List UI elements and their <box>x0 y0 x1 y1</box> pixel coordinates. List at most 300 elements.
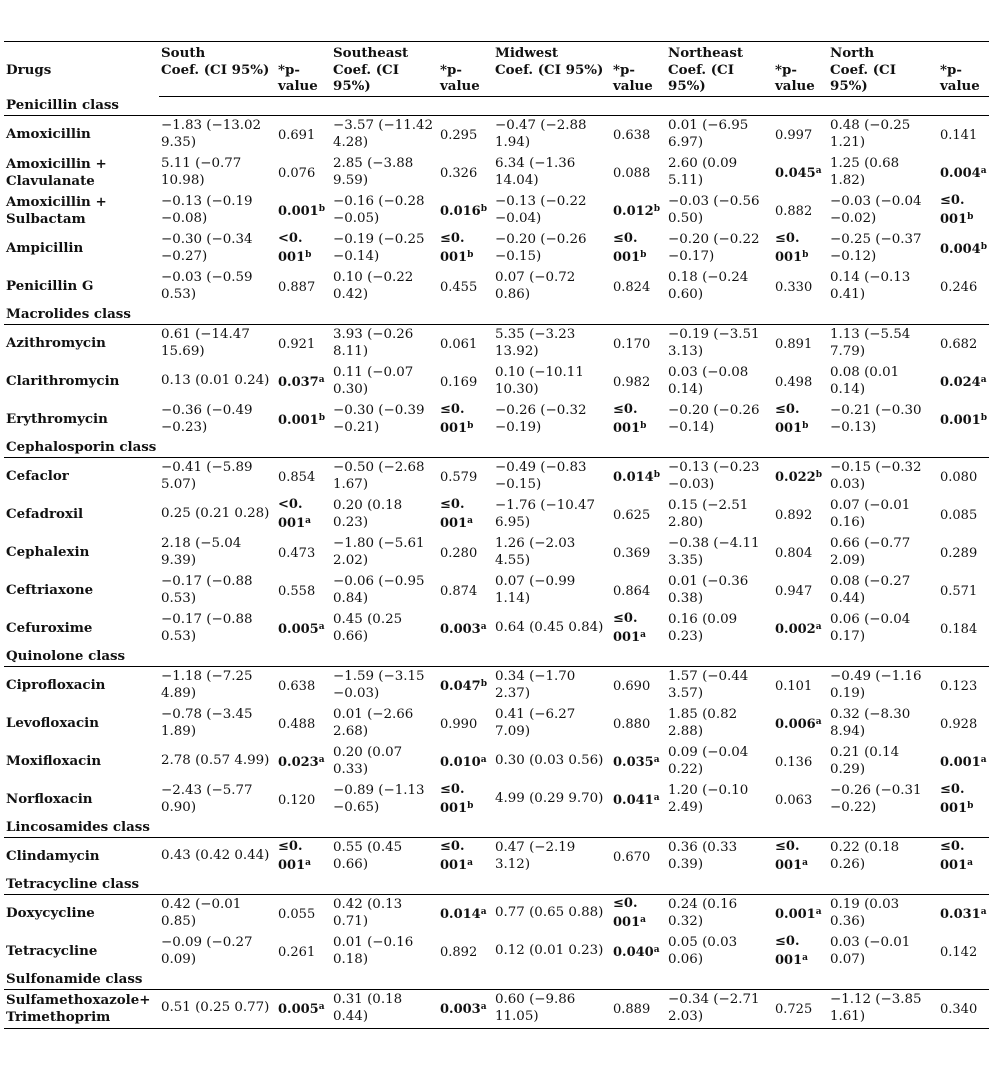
pvalue-cell <box>773 837 828 876</box>
table-header <box>4 42 989 97</box>
significance-marker: a <box>480 1001 487 1012</box>
pvalue-text: 0.031 <box>940 906 981 922</box>
pvalue-cell <box>773 781 828 819</box>
coef-cell: −0.19 (−0.25 −0.14) <box>333 232 425 264</box>
pvalue-cell <box>773 572 828 610</box>
coef-header: Coef. (CI 95%) <box>159 62 276 97</box>
coef-cell: 0.51 (0.25 0.77) <box>159 989 276 1028</box>
pvalue-text: ≤0. 001 <box>440 401 468 436</box>
pvalue-header: *p-value <box>438 62 493 97</box>
pvalue-text: 0.003 <box>440 1001 481 1017</box>
pvalue-text: 0.947 <box>775 583 813 599</box>
drugs-header: Drugs <box>6 62 52 79</box>
pvalue-cell <box>276 457 331 496</box>
coef-cell: −0.47 (−2.88 1.94) <box>495 118 587 150</box>
table-row <box>4 933 989 971</box>
pvalue-text: ≤0. 001 <box>613 401 641 436</box>
pvalue-text: 0.498 <box>775 374 813 390</box>
pvalue-cell <box>611 705 666 743</box>
table-row <box>4 324 989 363</box>
pvalue-text: ≤0. 001 <box>440 230 468 265</box>
table-row <box>4 743 989 781</box>
coef-cell: −1.12 (−3.85 1.61) <box>828 989 938 1028</box>
coef-cell: 5.35 (−3.23 13.92) <box>495 327 576 359</box>
coef-cell: −0.17 (−0.88 0.53) <box>161 574 253 606</box>
drug-name: Tetracycline <box>6 943 98 960</box>
coef-cell: 0.48 (−0.25 1.21) <box>830 118 911 150</box>
pvalue-cell <box>773 363 828 401</box>
drug-name: Ceftriaxone <box>6 582 94 599</box>
pvalue-text: 0.123 <box>940 678 978 694</box>
pvalue-cell <box>938 230 989 268</box>
class-row <box>4 439 989 458</box>
pvalue-text: 0.891 <box>775 336 813 352</box>
coef-cell: −1.76 (−10.47 6.95) <box>495 498 596 530</box>
coef-cell: 1.20 (−0.10 2.49) <box>668 783 749 815</box>
coef-cell: 0.22 (0.18 0.26) <box>830 840 900 872</box>
pvalue-cell <box>438 743 493 781</box>
drug-name: Moxifloxacin <box>6 753 102 770</box>
pvalue-cell <box>611 192 666 230</box>
pvalue-text: 0.047 <box>440 678 481 694</box>
coef-cell: 0.43 (0.42 0.44) <box>161 848 270 864</box>
pvalue-text: ≤0. 001 <box>440 781 468 816</box>
coef-cell: 0.03 (−0.01 0.07) <box>830 935 911 967</box>
coef-cell: −1.80 (−5.61 2.02) <box>333 536 425 568</box>
pvalue-cell <box>938 115 989 154</box>
class-heading: Lincosamides class <box>4 819 989 838</box>
drug-name: Levofloxacin <box>6 715 99 732</box>
significance-marker: b <box>305 250 312 260</box>
coef-cell: 0.01 (−0.16 0.18) <box>333 935 414 967</box>
table-row <box>4 534 989 572</box>
pvalue-text: 0.045 <box>775 165 816 181</box>
class-row <box>4 876 989 895</box>
significance-marker: a <box>980 374 987 385</box>
significance-marker: a <box>480 754 487 765</box>
pvalue-cell <box>438 989 493 1028</box>
pvalue-cell <box>438 534 493 572</box>
pvalue-text: ≤0. 001 <box>940 192 968 227</box>
pvalue-text: ≤0. 001 <box>613 230 641 265</box>
significance-marker: b <box>980 412 988 423</box>
coef-cell: 0.45 (0.25 0.66) <box>333 612 403 644</box>
pvalue-text: 0.473 <box>278 545 316 561</box>
coef-cell: 1.57 (−0.44 3.57) <box>668 669 749 701</box>
pvalue-cell <box>276 154 331 192</box>
coef-cell: −0.38 (−4.11 3.35) <box>668 536 760 568</box>
pvalue-text: 0.804 <box>775 545 813 561</box>
coef-cell: −0.09 (−0.27 0.09) <box>161 935 253 967</box>
table-row <box>4 401 989 439</box>
table-row <box>4 989 989 1028</box>
coef-cell: 4.99 (0.29 9.70) <box>495 791 604 807</box>
coef-cell: 2.60 (0.09 5.11) <box>668 156 738 188</box>
coef-cell: 0.66 (−0.77 2.09) <box>830 536 911 568</box>
pvalue-text: 0.055 <box>278 906 316 922</box>
drug-name: Norfloxacin <box>6 791 93 808</box>
pvalue-text: 0.892 <box>440 944 478 960</box>
coef-cell: 0.61 (−14.47 15.69) <box>161 327 250 359</box>
coef-cell: 5.11 (−0.77 10.98) <box>161 156 242 188</box>
coef-cell: 0.31 (0.18 0.44) <box>331 989 438 1028</box>
coef-cell: 0.07 (−0.01 0.16) <box>830 498 911 530</box>
region-header-midwest: Midwest <box>495 45 559 61</box>
pvalue-cell <box>611 781 666 819</box>
coef-cell: −0.13 (−0.19 −0.08) <box>161 194 253 226</box>
pvalue-cell <box>276 363 331 401</box>
pvalue-cell <box>276 268 331 306</box>
pvalue-text: 0.041 <box>613 792 654 808</box>
pvalue-text: 0.184 <box>940 621 978 637</box>
pvalue-text: ≤0. 001 <box>278 838 306 873</box>
pvalue-cell <box>611 534 666 572</box>
coef-cell: 0.30 (0.03 0.56) <box>495 753 604 769</box>
pvalue-cell <box>438 894 493 933</box>
coef-cell: 0.10 (−0.22 0.42) <box>333 270 414 302</box>
drug-name: Amoxicillin <box>6 126 91 143</box>
significance-marker: b <box>815 469 823 480</box>
pvalue-cell <box>276 894 331 933</box>
pvalue-text: 0.035 <box>613 754 654 770</box>
pvalue-cell <box>773 230 828 268</box>
significance-marker: a <box>467 516 473 526</box>
coef-cell: −0.06 (−0.95 0.84) <box>333 574 425 606</box>
pvalue-cell <box>938 363 989 401</box>
significance-marker: b <box>467 421 474 431</box>
pvalue-cell <box>276 989 331 1028</box>
coef-cell: 0.08 (−0.27 0.44) <box>830 574 911 606</box>
pvalue-cell <box>611 989 666 1028</box>
coef-cell: −0.20 (−0.26 −0.14) <box>668 403 760 435</box>
pvalue-cell <box>276 837 331 876</box>
table-row <box>4 496 989 534</box>
pvalue-text: 0.280 <box>440 545 478 561</box>
significance-marker: a <box>318 754 325 765</box>
pvalue-text: 0.289 <box>940 545 978 561</box>
pvalue-cell <box>611 401 666 439</box>
pvalue-cell <box>938 457 989 496</box>
pvalue-cell <box>773 666 828 705</box>
pvalue-cell <box>276 230 331 268</box>
drug-name: Doxycycline <box>6 905 95 922</box>
coef-cell: −0.49 (−1.16 0.19) <box>830 669 922 701</box>
pvalue-cell <box>438 115 493 154</box>
coef-cell: −0.20 (−0.22 −0.17) <box>668 232 760 264</box>
coef-cell: −0.50 (−2.68 1.67) <box>333 460 425 492</box>
coef-cell: 0.34 (−1.70 2.37) <box>495 669 576 701</box>
drug-name: Cefadroxil <box>6 506 84 523</box>
pvalue-cell <box>611 457 666 496</box>
pvalue-text: 0.682 <box>940 336 978 352</box>
coef-cell: 0.03 (−0.08 0.14) <box>668 365 749 397</box>
pvalue-cell <box>773 610 828 648</box>
pvalue-cell <box>611 268 666 306</box>
table-row <box>4 192 989 230</box>
pvalue-text: 0.691 <box>278 127 316 143</box>
pvalue-text: 0.061 <box>440 336 478 352</box>
coef-cell: 0.41 (−6.27 7.09) <box>495 707 576 739</box>
pvalue-text: 0.010 <box>440 754 481 770</box>
table-row <box>4 781 989 819</box>
pvalue-cell <box>438 192 493 230</box>
coef-cell: 3.93 (−0.26 8.11) <box>333 327 414 359</box>
coef-cell: 0.11 (−0.07 0.30) <box>333 365 414 397</box>
pvalue-text: 0.725 <box>775 1001 813 1017</box>
table-row <box>4 154 989 192</box>
pvalue-cell <box>938 496 989 534</box>
drug-name: Ciprofloxacin <box>6 677 106 694</box>
drug-name: Ampicillin <box>6 240 84 257</box>
region-header-north: North <box>830 45 875 61</box>
pvalue-text: 0.024 <box>940 374 981 390</box>
pvalue-text: 0.340 <box>940 1001 978 1017</box>
pvalue-text: 0.005 <box>278 621 319 637</box>
pvalue-cell <box>938 610 989 648</box>
pvalue-text: 0.016 <box>440 203 481 219</box>
coef-cell: −0.49 (−0.83 −0.15) <box>495 460 587 492</box>
pvalue-text: 0.670 <box>613 849 651 865</box>
coef-cell: −0.19 (−3.51 3.13) <box>668 327 760 359</box>
coef-cell: −0.17 (−0.88 0.53) <box>161 612 253 644</box>
coef-cell: 0.12 (0.01 0.23) <box>495 943 604 959</box>
pvalue-cell <box>773 496 828 534</box>
pvalue-cell <box>938 401 989 439</box>
pvalue-text: 0.997 <box>775 127 813 143</box>
pvalue-cell <box>276 781 331 819</box>
class-row <box>4 819 989 838</box>
coef-cell: 0.14 (−0.13 0.41) <box>830 270 911 302</box>
coef-cell: −1.18 (−7.25 4.89) <box>161 669 253 701</box>
pvalue-text: <0. 001 <box>278 496 306 531</box>
coef-header: Coef. (CI 95%) <box>331 62 438 97</box>
pvalue-text: 0.874 <box>440 583 478 599</box>
significance-marker: a <box>640 915 646 925</box>
significance-marker: a <box>980 906 987 917</box>
coef-cell: 1.13 (−5.54 7.79) <box>830 327 911 359</box>
coef-cell: 0.18 (−0.24 0.60) <box>668 270 749 302</box>
pvalue-text: ≤0. 001 <box>775 933 803 968</box>
significance-marker: a <box>980 754 987 765</box>
pvalue-cell <box>438 496 493 534</box>
pvalue-cell <box>276 743 331 781</box>
pvalue-header: *p-value <box>773 62 828 97</box>
pvalue-cell <box>773 268 828 306</box>
coef-cell: 0.32 (−8.30 8.94) <box>830 707 911 739</box>
pvalue-cell <box>773 933 828 971</box>
pvalue-cell <box>438 401 493 439</box>
significance-marker: a <box>640 630 646 640</box>
pvalue-text: 0.330 <box>775 279 813 295</box>
table-row <box>4 705 989 743</box>
pvalue-text: 0.003 <box>440 621 481 637</box>
pvalue-cell <box>611 666 666 705</box>
pvalue-text: 0.882 <box>775 203 813 219</box>
drug-name: Cefaclor <box>6 468 69 485</box>
significance-marker: b <box>640 250 647 260</box>
coef-cell: −0.03 (−0.59 0.53) <box>161 270 253 302</box>
coef-cell: −0.13 (−0.22 −0.04) <box>495 194 587 226</box>
pvalue-cell <box>611 610 666 648</box>
pvalue-cell <box>276 192 331 230</box>
significance-marker: a <box>318 374 325 385</box>
pvalue-text: 0.142 <box>940 944 978 960</box>
class-heading: Quinolone class <box>4 648 989 667</box>
pvalue-text: 0.001 <box>278 203 319 219</box>
pvalue-cell <box>773 324 828 363</box>
significance-marker: b <box>467 250 474 260</box>
pvalue-text: 0.488 <box>278 716 316 732</box>
coef-cell: 0.20 (0.18 0.23) <box>333 498 403 530</box>
coef-cell: 0.64 (0.45 0.84) <box>495 620 604 636</box>
pvalue-text: 0.014 <box>440 906 481 922</box>
coef-cell: −0.89 (−1.13 −0.65) <box>333 783 425 815</box>
drug-name: Erythromycin <box>6 411 108 428</box>
coef-cell: 0.36 (0.33 0.39) <box>668 840 738 872</box>
pvalue-cell <box>611 154 666 192</box>
pvalue-cell <box>611 230 666 268</box>
pvalue-text: ≤0. 001 <box>775 401 803 436</box>
pvalue-cell <box>938 534 989 572</box>
class-row <box>4 96 989 115</box>
coef-cell: 2.85 (−3.88 9.59) <box>333 156 414 188</box>
pvalue-text: 0.261 <box>278 944 316 960</box>
significance-marker: b <box>318 203 326 214</box>
coef-cell: −0.26 (−0.31 −0.22) <box>830 783 922 815</box>
coef-cell: 0.13 (0.01 0.24) <box>161 373 270 389</box>
region-header-northeast: Northeast <box>668 45 744 61</box>
pvalue-text: 0.558 <box>278 583 316 599</box>
pvalue-cell <box>611 572 666 610</box>
pvalue-text: 0.246 <box>940 279 978 295</box>
pvalue-cell <box>438 705 493 743</box>
pvalue-cell <box>276 610 331 648</box>
significance-marker: a <box>980 165 987 176</box>
coef-cell: −0.21 (−0.30 −0.13) <box>830 403 922 435</box>
coef-header: Coef. (CI 95%) <box>493 62 611 97</box>
table-body <box>4 96 989 1028</box>
pvalue-text: 0.023 <box>278 754 319 770</box>
pvalue-text: 0.005 <box>278 1001 319 1017</box>
pvalue-cell <box>276 534 331 572</box>
coef-cell: −0.20 (−0.26 −0.15) <box>495 232 587 264</box>
pvalue-text: 0.887 <box>278 279 316 295</box>
significance-marker: a <box>967 858 973 868</box>
pvalue-text: 0.063 <box>775 792 813 808</box>
coef-cell: 0.08 (0.01 0.14) <box>830 365 900 397</box>
significance-marker: a <box>802 953 808 963</box>
pvalue-text: 0.571 <box>940 583 978 599</box>
pvalue-text: 0.455 <box>440 279 478 295</box>
coef-cell: 1.25 (0.68 1.82) <box>830 156 900 188</box>
coef-cell: −0.26 (−0.32 −0.19) <box>495 403 587 435</box>
pvalue-text: 0.014 <box>613 469 654 485</box>
drug-name: Clarithromycin <box>6 373 120 390</box>
coef-cell: 0.05 (0.03 0.06) <box>668 935 738 967</box>
significance-marker: b <box>480 203 488 214</box>
significance-marker: a <box>467 858 473 868</box>
significance-marker: a <box>653 754 660 765</box>
coef-cell: −3.57 (−11.42 4.28) <box>333 118 434 150</box>
coef-cell: −0.25 (−0.37 −0.12) <box>830 232 922 264</box>
significance-marker: b <box>967 212 974 222</box>
pvalue-cell <box>611 324 666 363</box>
pvalue-text: 0.169 <box>440 374 478 390</box>
coef-cell: −0.03 (−0.56 0.50) <box>668 194 760 226</box>
pvalue-cell <box>938 989 989 1028</box>
pvalue-cell <box>438 610 493 648</box>
pvalue-text: 0.369 <box>613 545 651 561</box>
pvalue-text: 0.004 <box>940 165 981 181</box>
coef-cell: 0.77 (0.65 0.88) <box>495 905 604 921</box>
pvalue-text: 0.001 <box>940 412 981 428</box>
class-heading: Tetracycline class <box>4 876 989 895</box>
class-heading: Sulfonamide class <box>4 971 989 990</box>
pvalue-cell <box>773 115 828 154</box>
pvalue-cell <box>276 705 331 743</box>
coef-cell: 2.78 (0.57 4.99) <box>161 753 270 769</box>
class-heading: Cephalosporin class <box>4 439 989 458</box>
coef-cell: 0.19 (0.03 0.36) <box>830 897 900 929</box>
pvalue-cell <box>773 401 828 439</box>
significance-marker: a <box>305 858 311 868</box>
pvalue-text: 0.864 <box>613 583 651 599</box>
drug-name: Cefuroxime <box>6 620 93 637</box>
coef-cell: −0.78 (−3.45 1.89) <box>161 707 253 739</box>
pvalue-text: 0.170 <box>613 336 651 352</box>
pvalue-cell <box>438 324 493 363</box>
coef-cell: 0.01 (−2.66 2.68) <box>333 707 414 739</box>
coef-cell: 2.18 (−5.04 9.39) <box>161 536 242 568</box>
significance-marker: a <box>305 516 311 526</box>
pvalue-text: 0.638 <box>613 127 651 143</box>
pvalue-cell <box>438 666 493 705</box>
pvalue-cell <box>611 837 666 876</box>
pvalue-text: 0.880 <box>613 716 651 732</box>
pvalue-cell <box>438 363 493 401</box>
pvalue-cell <box>438 268 493 306</box>
pvalue-text: ≤0. 001 <box>775 230 803 265</box>
pvalue-cell <box>611 496 666 534</box>
pvalue-cell <box>276 496 331 534</box>
pvalue-text: <0. 001 <box>278 230 306 265</box>
pvalue-cell <box>611 115 666 154</box>
coef-cell: 0.15 (−2.51 2.80) <box>668 498 749 530</box>
pvalue-cell <box>938 743 989 781</box>
pvalue-text: 0.136 <box>775 754 813 770</box>
table-row <box>4 115 989 154</box>
significance-marker: a <box>318 1001 325 1012</box>
pvalue-text: 0.854 <box>278 469 316 485</box>
coef-cell: 0.42 (−0.01 0.85) <box>161 897 242 929</box>
table-row <box>4 610 989 648</box>
pvalue-cell <box>773 705 828 743</box>
pvalue-text: 0.085 <box>940 507 978 523</box>
pvalue-text: 0.001 <box>775 906 816 922</box>
pvalue-cell <box>276 933 331 971</box>
pvalue-cell <box>276 115 331 154</box>
pvalue-cell <box>773 192 828 230</box>
pvalue-text: 0.001 <box>278 412 319 428</box>
coef-header: Coef. (CI 95%) <box>666 62 773 97</box>
pvalue-text: ≤0. 001 <box>440 838 468 873</box>
drug-name: Sulfamethoxazole+ Trimethoprim <box>4 989 159 1028</box>
pvalue-header: *p-value <box>938 62 989 97</box>
pvalue-cell <box>611 743 666 781</box>
table-row <box>4 894 989 933</box>
significance-marker: b <box>980 241 988 252</box>
pvalue-text: 0.002 <box>775 621 816 637</box>
